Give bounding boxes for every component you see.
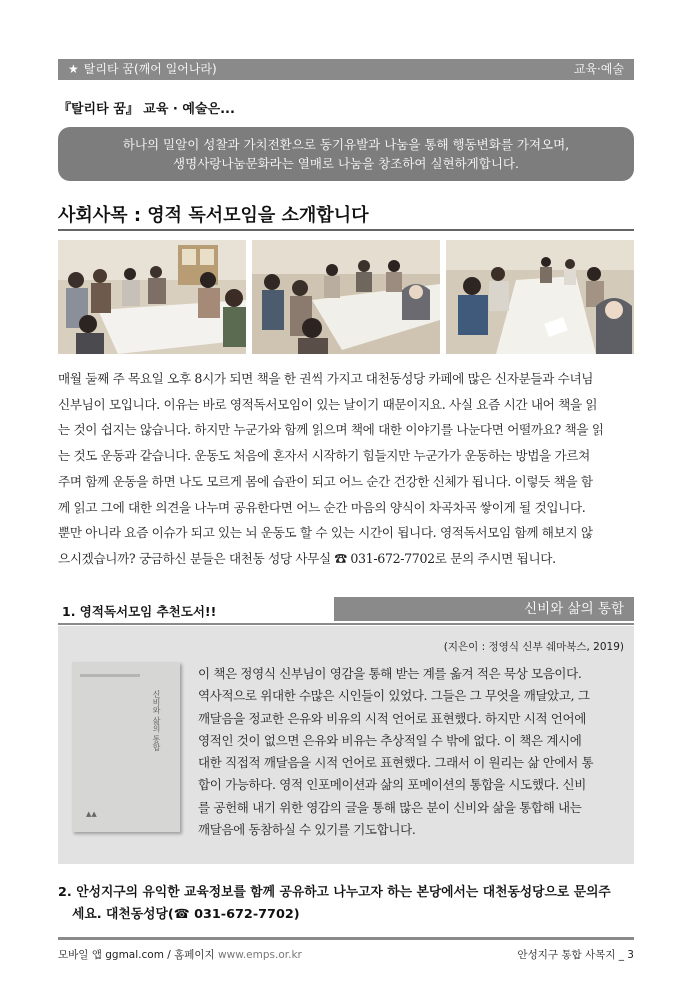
- homepage-link[interactable]: www.emps.or.kr: [218, 949, 302, 961]
- title-divider: [58, 229, 634, 231]
- notice-line: 세요. 대천동성당(☎ 031-672-7702): [72, 907, 300, 922]
- book-description-line: 깨달음을 정교한 은유와 비유의 시적 언어로 표현했다. 하지만 시적 언어에: [198, 710, 586, 726]
- recommendation-divider: [58, 623, 634, 625]
- book-description-line: 깨달음에 동참하실 수 있기를 기도합니다.: [198, 822, 416, 838]
- book-description-line: 이 책은 정영식 신부님이 영감을 통해 받는 계를 옮겨 적은 묵상 모음이다.: [198, 666, 582, 681]
- footer-app-info: 모바일 앱 ggmal.com / 홈페이지: [58, 949, 219, 961]
- book-cover-image: [72, 662, 180, 832]
- book-cover-vertical-title: 신비와 삶의 통합: [152, 690, 161, 752]
- intro-title: 『탈리타 꿈』 교육 · 예술은...: [58, 102, 235, 117]
- meeting-photo-2: [252, 240, 440, 354]
- meeting-photo-3: [446, 240, 634, 354]
- section-header-bar: [58, 59, 634, 80]
- recommendation-header: [58, 597, 634, 625]
- article-line: 주며 함께 운동을 하면 나도 모르게 몸에 습관이 되고 어느 순간 건강한 신체가 됩니다. 이렇듯 책을 함: [58, 473, 593, 489]
- book-description-line: 대한 직접적 깨달음을 시적 언어로 표현했다. 그래서 이 원리는 삶 안에서 통: [198, 755, 594, 771]
- book-cover-band: [80, 674, 140, 677]
- book-description: [198, 663, 628, 841]
- education-notice: [58, 882, 634, 926]
- book-description-line: 를 공헌해 내기 위한 영감의 글을 통해 많은 분이 신비와 삶을 통합해 내는: [198, 799, 582, 815]
- book-description-line: 영적인 것이 없으면 은유와 비유는 추상적일 수 밖에 없다. 이 책은 계시에: [198, 732, 582, 748]
- article-line: 신부님이 모입니다. 이유는 바로 영적독서모임이 있는 날이기 때문이지요. 사실 요즘 시간 내어 책을 읽: [58, 396, 598, 412]
- recommendation-box: [58, 626, 634, 864]
- article-line: 뿐만 아니라 요즘 이슈가 되고 있는 뇌 운동도 할 수 있는 시간이 됩니다. 영적독서모임 함께 해보지 않: [58, 525, 593, 541]
- notice-line: 2. 안성지구의 유익한 교육정보를 함께 공유하고 나누고자 하는 본당에서는 대천동성당으로 문의주: [58, 885, 611, 900]
- author-credit: (지은이 : 정영식 신부 쉐마북스, 2019): [443, 641, 624, 653]
- article-line: 매월 둘째 주 목요일 오후 8시가 되면 책을 한 권씩 가지고 대천동성당 카페에 많은 신자분들과 수녀님: [58, 371, 594, 386]
- meeting-photo-1: [58, 240, 246, 354]
- footer-page-info: 안성지구 통합 사목지 _ 3: [517, 949, 634, 961]
- recommended-book-title: 신비와 삶의 통합: [334, 597, 634, 621]
- article-title: 사회사목 : 영적 독서모임을 소개합니다: [58, 205, 369, 226]
- mission-box: [58, 127, 634, 181]
- article-line: 는 것이 쉽지는 않습니다. 하지만 누군가와 함께 읽으며 책에 대한 이야기를 나눈다면 어떨까요? 책을 읽: [58, 422, 604, 438]
- article-line: 께 읽고 그에 대한 의견을 나누며 공유한다면 어느 순간 마음의 양식이 차곡차곡 쌓이게 될 것입니다.: [58, 499, 586, 515]
- section-header-left: [68, 59, 217, 80]
- article-line: 는 것도 운동과 같습니다. 운동도 처음에 혼자서 시작하기 힘들지만 누군가가 운동하는 방법을 가르쳐: [58, 448, 590, 464]
- mission-line: 생명사랑나눔문화라는 열매로 나눔을 창조하여 실현하게합니다.: [173, 156, 519, 171]
- footer-divider: [58, 937, 634, 940]
- star-icon: ★: [68, 62, 79, 76]
- recommendation-label: 1. 영적독서모임 추천도서!!: [62, 604, 217, 619]
- book-description-line: 역사적으로 위대한 수많은 시인들이 있었다. 그들은 그 무엇을 깨달았고, 그: [198, 688, 590, 704]
- section-category: 교육·예술: [573, 62, 624, 76]
- article-body: [58, 366, 635, 572]
- footer-contact: [58, 947, 302, 962]
- book-description-line: 합이 가능하다. 영적 인포메이션과 삶의 포메이션의 통합을 시도했다. 신비: [198, 777, 586, 793]
- article-line: 으시겠습니까? 궁금하신 분들은 대천동 성당 사무실 ☎ 031-672-7702로 문의 주시면 됩니다.: [58, 550, 556, 566]
- section-header-title: 탈리타 꿈(깨어 일어나라): [83, 62, 217, 76]
- publisher-logo-icon: ▲▲: [86, 810, 97, 818]
- mission-line: 하나의 밀알이 성찰과 가치전환으로 동기유발과 나눔을 통해 행동변화를 가져오며,: [122, 137, 570, 152]
